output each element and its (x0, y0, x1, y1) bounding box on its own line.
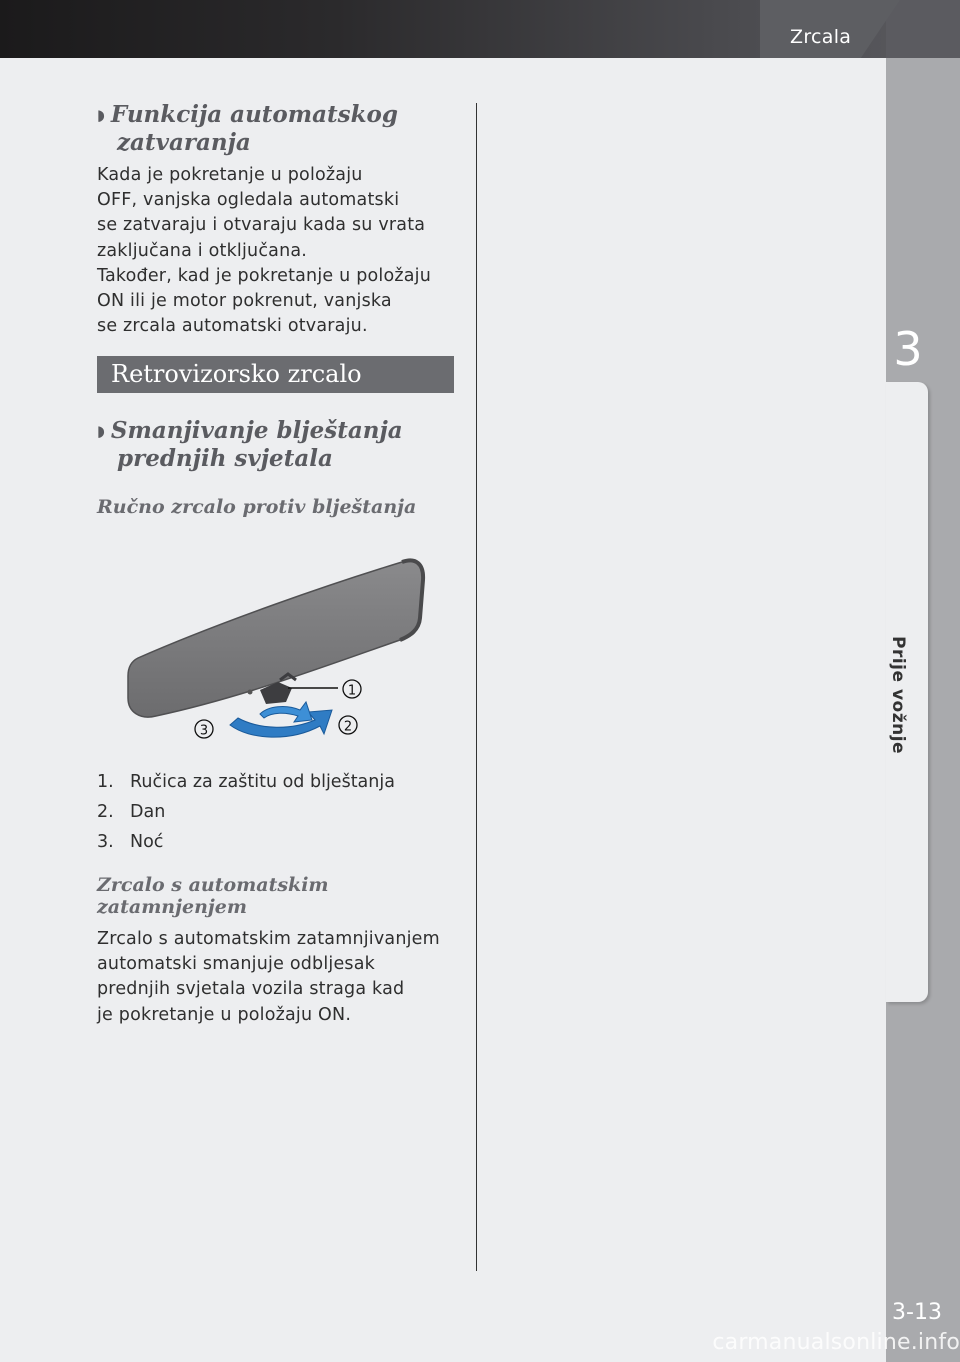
paragraph-line: Zrcalo s automatskim zatamnjivanjem (97, 929, 440, 949)
callout-2 (339, 716, 357, 735)
paragraph-line: zaključana i otključana. (97, 240, 308, 261)
subheading-auto-dimming: Zrcalo s automatskim zatamnjenjem (97, 874, 329, 918)
paragraph-line: se zatvaraju i otvaraju kada su vrata (97, 215, 426, 236)
watermark: carmanualsonline.info (712, 1330, 960, 1355)
section-heading-auto-fold (97, 102, 459, 156)
svg-text:3: 3 (199, 723, 209, 739)
svg-text:1: 1 (347, 683, 357, 699)
paragraph-line: ON ili je motor pokrenut, vanjska (97, 291, 392, 312)
chapter-number: 3 (893, 322, 923, 376)
chapter-label: Prije vožnje (888, 636, 908, 755)
page-number: 3-13 (892, 1300, 942, 1325)
section-heading-glare (97, 418, 459, 472)
subheading-manual-mirror: Ručno zrcalo protiv blještanja (97, 496, 417, 518)
header-title: Zrcala (790, 26, 852, 48)
paragraph-line: OFF, vanjska ogledala automatski (97, 190, 400, 211)
callout-3 (195, 720, 213, 739)
section-glare-reduction (97, 418, 459, 518)
callout-1 (343, 680, 361, 699)
section3-paragraph (97, 927, 459, 1028)
paragraph-line: je pokretanje u položaju ON. (97, 1004, 352, 1025)
day-night-arrow-icon (230, 710, 332, 737)
heading-line: zatvaranja (117, 129, 251, 156)
paragraph-line: prednjih svjetala vozila straga kad (97, 979, 405, 1000)
list-item: 1. Ručica za zaštitu od blještanja (97, 772, 395, 792)
section-auto-fold (97, 102, 459, 339)
bullet-icon: ◗ (97, 422, 105, 440)
heading-line: Smanjivanje blještanja (110, 417, 403, 444)
paragraph-line: se zrcala automatski otvaraju. (97, 316, 368, 337)
legend-list (97, 767, 459, 857)
bullet-icon: ◗ (97, 106, 105, 124)
heading-line: Funkcija automatskog (110, 101, 398, 128)
side-panel-top (886, 0, 960, 58)
list-item: 3. Noć (97, 832, 164, 852)
paragraph-line: Također, kad je pokretanje u položaju (97, 265, 432, 286)
section-auto-dimming (97, 874, 459, 1028)
list-item: 2. Dan (97, 802, 166, 822)
column-divider (476, 103, 477, 1271)
svg-text:2: 2 (343, 719, 353, 735)
rearview-mirror-figure (110, 540, 440, 750)
heading-line: prednjih svjetala (117, 445, 333, 472)
section1-paragraph (97, 163, 459, 339)
paragraph-line: automatski smanjuje odbljesak (97, 954, 376, 975)
paragraph-line: Kada je pokretanje u položaju (97, 165, 363, 185)
section-title-bar: Retrovizorsko zrcalo (97, 356, 454, 393)
